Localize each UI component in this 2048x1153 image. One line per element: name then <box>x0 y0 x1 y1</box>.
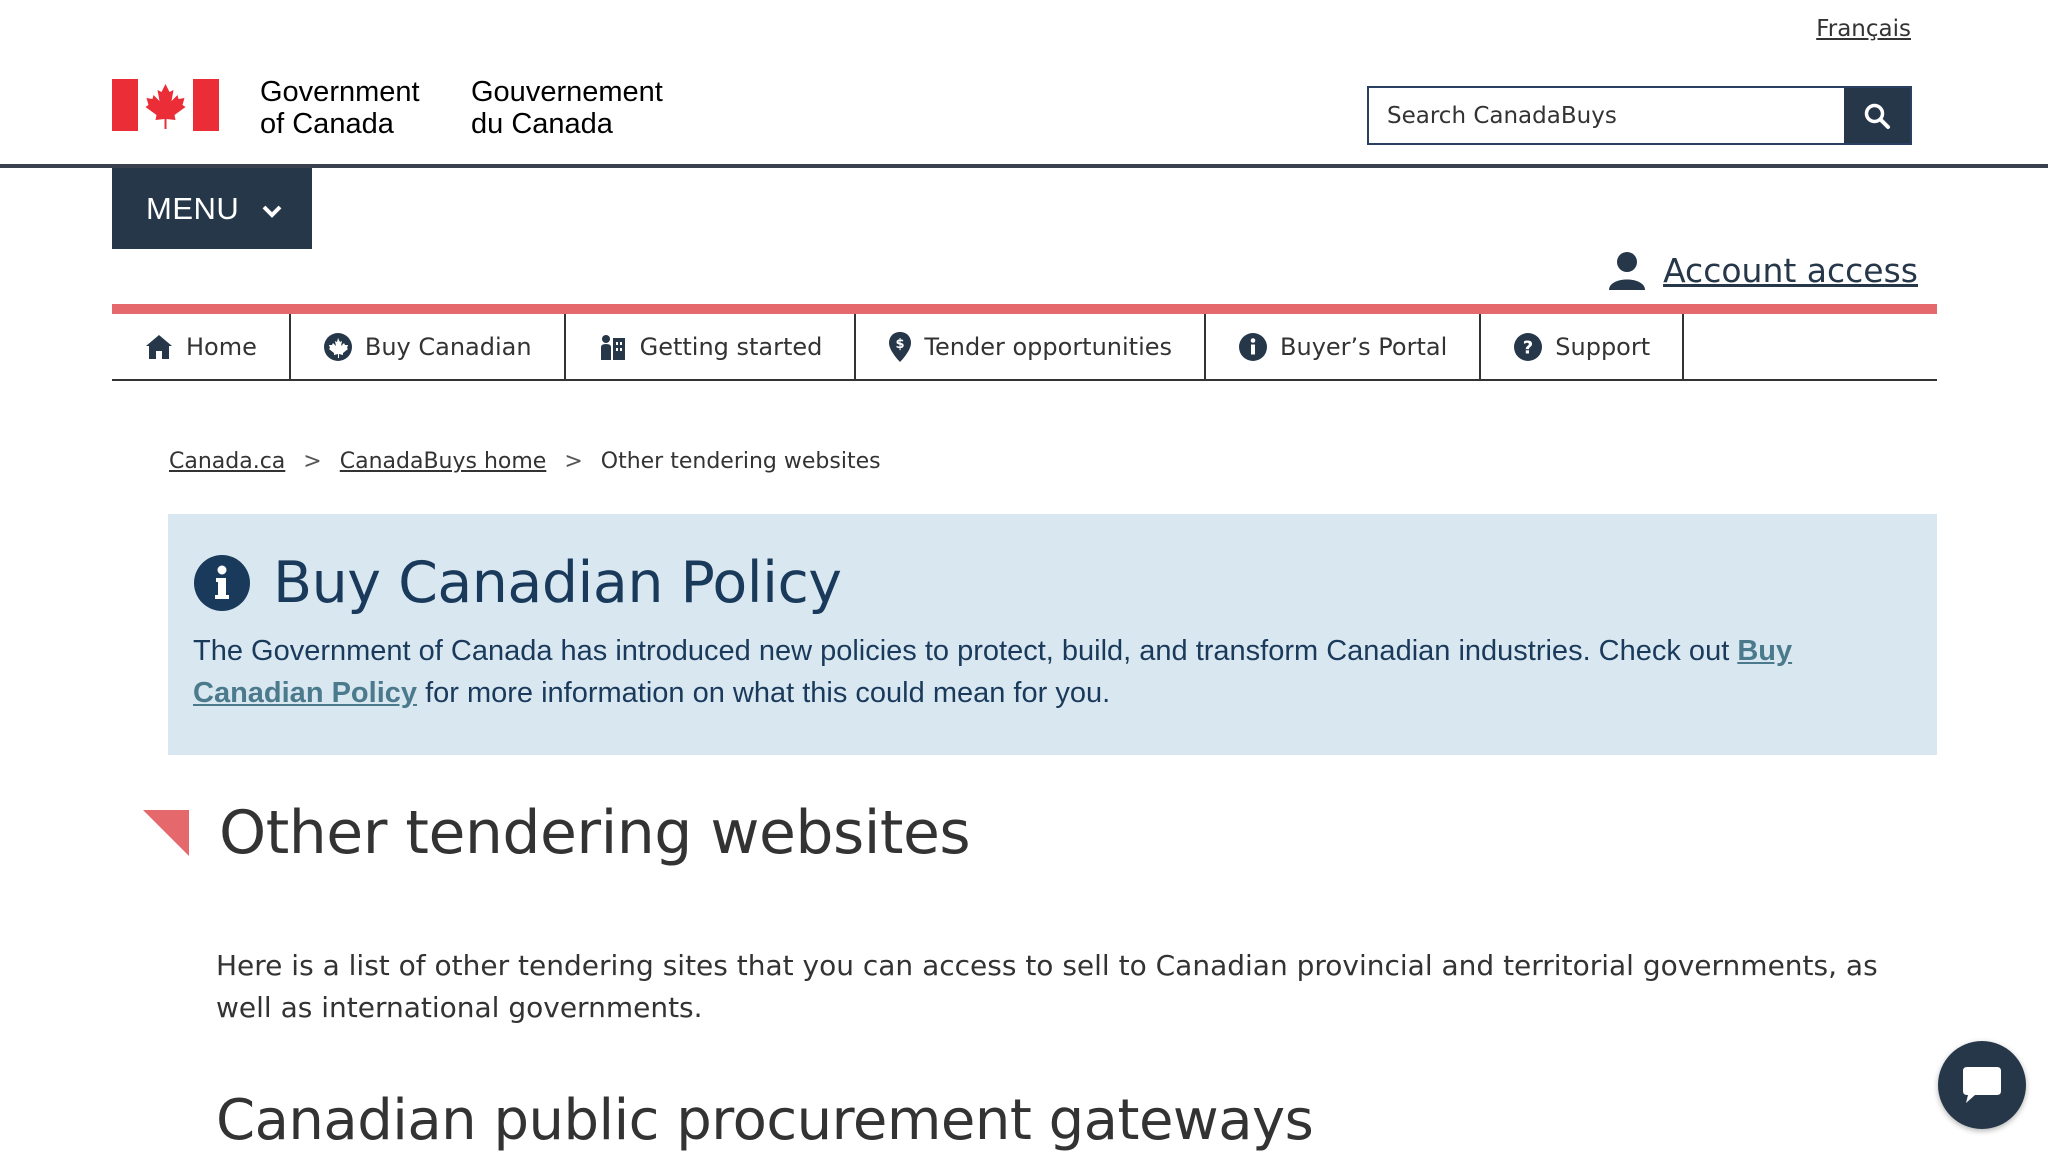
nav-label-support: Support <box>1555 332 1651 361</box>
svg-text:?: ? <box>1523 337 1534 358</box>
government-of-canada-wordmark <box>260 76 420 140</box>
menu-label: MENU <box>146 190 240 226</box>
nav-item-tender-opportunities[interactable] <box>856 314 1206 379</box>
svg-text:$: $ <box>895 336 905 352</box>
nav-label-tender-opportunities: Tender opportunities <box>924 332 1173 361</box>
breadcrumb-separator: > <box>564 449 583 474</box>
language-toggle-link[interactable]: Français <box>1816 16 1911 42</box>
account-access <box>1607 250 1918 290</box>
breadcrumb-current: Other tendering websites <box>600 449 881 474</box>
info-circle-icon <box>193 554 251 612</box>
wordmark-fr-line1: Gouvernement <box>471 76 663 108</box>
breadcrumb-canadabuys-home[interactable]: CanadaBuys home <box>339 449 547 474</box>
location-dollar-icon <box>888 331 912 363</box>
intro-paragraph: Here is a list of other tendering sites that you can access to sell to Canadian provincial and territorial governments, as well as international governments. <box>216 949 1878 1024</box>
alert-body-text-end: for more information on what this could mean for you. <box>417 677 1111 709</box>
nav-item-getting-started[interactable] <box>566 314 857 379</box>
question-circle-icon <box>1513 332 1543 362</box>
wordmark-en-line2: of Canada <box>260 108 394 140</box>
nav-label-buy-canadian: Buy Canadian <box>364 332 532 361</box>
chevron-down-icon <box>261 191 283 227</box>
chat-bubble-icon <box>1961 1065 2003 1105</box>
search-button[interactable] <box>1844 88 1910 143</box>
nav-label-buyers-portal: Buyer’s Portal <box>1280 332 1448 361</box>
breadcrumb-canada-ca[interactable]: Canada.ca <box>169 449 286 474</box>
buy-canadian-policy-link[interactable]: Buy Canadian Policy <box>193 635 1793 709</box>
search-input[interactable] <box>1369 88 1844 143</box>
account-access-link[interactable]: Account access <box>1663 250 1918 290</box>
wordmark-fr-line2: du Canada <box>471 108 613 140</box>
maple-leaf-circle-icon <box>323 332 353 362</box>
nav-item-buy-canadian[interactable] <box>291 314 566 379</box>
section-heading: Canadian public procurement gateways <box>216 1088 1314 1153</box>
person-building-icon <box>598 332 628 362</box>
gouvernement-du-canada-wordmark <box>471 76 663 140</box>
nav-item-buyers-portal[interactable] <box>1206 314 1481 379</box>
search-form <box>1367 86 1912 145</box>
page-title-block <box>143 798 970 868</box>
nav-label-home: Home <box>186 332 257 361</box>
user-icon <box>1607 250 1647 290</box>
nav-label-getting-started: Getting started <box>639 332 823 361</box>
info-circle-icon <box>1238 332 1268 362</box>
nav-item-support[interactable] <box>1481 314 1684 379</box>
buy-canadian-alert <box>168 514 1937 755</box>
search-icon <box>1863 102 1891 130</box>
main-navigation <box>112 314 1937 381</box>
canada-flag-icon <box>112 79 219 131</box>
home-icon <box>144 333 174 361</box>
nav-item-home[interactable] <box>112 314 291 379</box>
menu-button[interactable] <box>112 168 312 249</box>
breadcrumb <box>169 449 881 474</box>
accent-bar <box>112 304 1937 314</box>
alert-body <box>193 630 1913 714</box>
chat-button[interactable] <box>1938 1041 2026 1129</box>
government-signature <box>112 79 219 131</box>
alert-title: Buy Canadian Policy <box>273 550 842 616</box>
wordmark-en-line1: Government <box>260 76 420 108</box>
breadcrumb-separator: > <box>303 449 322 474</box>
title-accent-icon <box>143 810 189 856</box>
alert-body-text: The Government of Canada has introduced new policies to protect, build, and transform Canadian industries. Check out <box>193 635 1738 667</box>
page-title: Other tendering websites <box>219 798 971 868</box>
